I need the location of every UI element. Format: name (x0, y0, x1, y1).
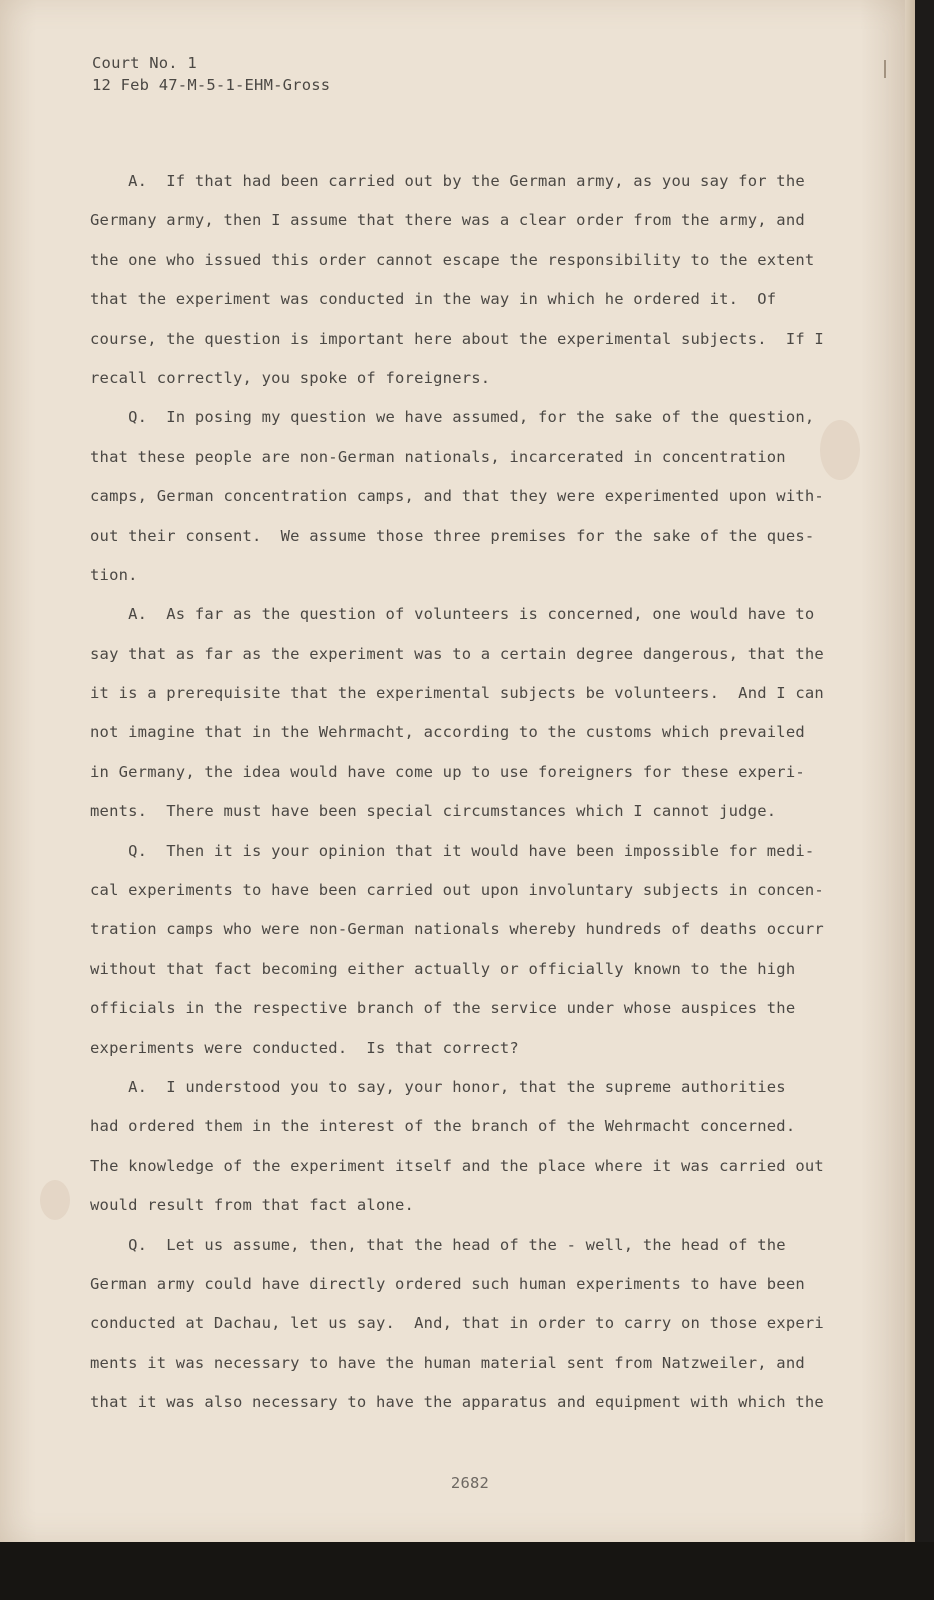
transcript-line: Q. In posing my question we have assumed, for the sake of the question, (90, 408, 815, 427)
transcript-line: that the experiment was conducted in the way in which he ordered it. Of (90, 290, 777, 309)
transcript-line: experiments were conducted. Is that correct? (90, 1038, 519, 1057)
transcript-line: A. I understood you to say, your honor, that the supreme authorities (90, 1077, 786, 1096)
transcript-line: Germany army, then I assume that there was a clear order from the army, and (90, 211, 805, 230)
transcript-line: conducted at Dachau, let us say. And, that in order to carry on those experi (90, 1314, 824, 1333)
paper-stain (40, 1180, 70, 1220)
scan-border-bottom (0, 1542, 934, 1600)
transcript-line: The knowledge of the experiment itself and the place where it was carried out (90, 1156, 824, 1175)
transcript-line: Q. Then it is your opinion that it would have been impossible for medi- (90, 841, 815, 860)
transcript-body (90, 162, 852, 1423)
transcript-line: say that as far as the experiment was to a certain degree dangerous, that the (90, 644, 824, 663)
transcript-line: the one who issued this order cannot escape the responsibility to the extent (90, 250, 815, 269)
transcript-line: A. If that had been carried out by the German army, as you say for the (90, 172, 805, 190)
transcript-line: camps, German concentration camps, and that they were experimented upon with- (90, 487, 824, 506)
page-number: 2682 (450, 1474, 490, 1492)
transcript-line: officials in the respective branch of the service under whose auspices the (90, 999, 796, 1018)
transcript-line: that these people are non-German nationals, incarcerated in concentration (90, 447, 786, 466)
transcript-line: tration camps who were non-German nationals whereby hundreds of deaths occurr (90, 920, 824, 939)
transcript-line: tion. (90, 565, 138, 584)
transcript-line: it is a prerequisite that the experimental subjects be volunteers. And I can (90, 684, 824, 703)
transcript-line: would result from that fact alone. (90, 1196, 415, 1215)
transcript-line: in Germany, the idea would have come up to use foreigners for these experi- (90, 762, 805, 781)
transcript-line: that it was also necessary to have the apparatus and equipment with which the (90, 1393, 824, 1412)
court-number: Court No. 1 (92, 54, 197, 72)
transcript-line: A. As far as the question of volunteers is concerned, one would have to (90, 605, 815, 624)
transcript-line: course, the question is important here about the experimental subjects. If I (90, 329, 824, 348)
transcript-line: ments. There must have been special circumstances which I cannot judge. (90, 802, 777, 821)
session-code: 12 Feb 47-M-5-1-EHM-Gross (92, 76, 331, 94)
transcript-line: not imagine that in the Wehrmacht, according to the customs which prevailed (90, 723, 805, 742)
transcript-line: without that fact becoming either actually or officially known to the high (90, 959, 796, 978)
transcript-line: recall correctly, you spoke of foreigners. (90, 368, 491, 387)
transcript-line: out their consent. We assume those three premises for the sake of the ques- (90, 526, 815, 545)
transcript-line: cal experiments to have been carried out upon involuntary subjects in concen- (90, 881, 824, 900)
scan-border-right (915, 0, 934, 1600)
transcript-line: German army could have directly ordered such human experiments to have been (90, 1274, 805, 1293)
transcript-line: Q. Let us assume, then, that the head of the - well, the head of the (90, 1235, 786, 1254)
transcript-line: ments it was necessary to have the human material sent from Natzweiler, and (90, 1353, 805, 1372)
document-header (92, 52, 330, 96)
page-edge (905, 0, 915, 1542)
transcript-line: had ordered them in the interest of the branch of the Wehrmacht concerned. (90, 1117, 796, 1136)
margin-mark (884, 60, 886, 78)
